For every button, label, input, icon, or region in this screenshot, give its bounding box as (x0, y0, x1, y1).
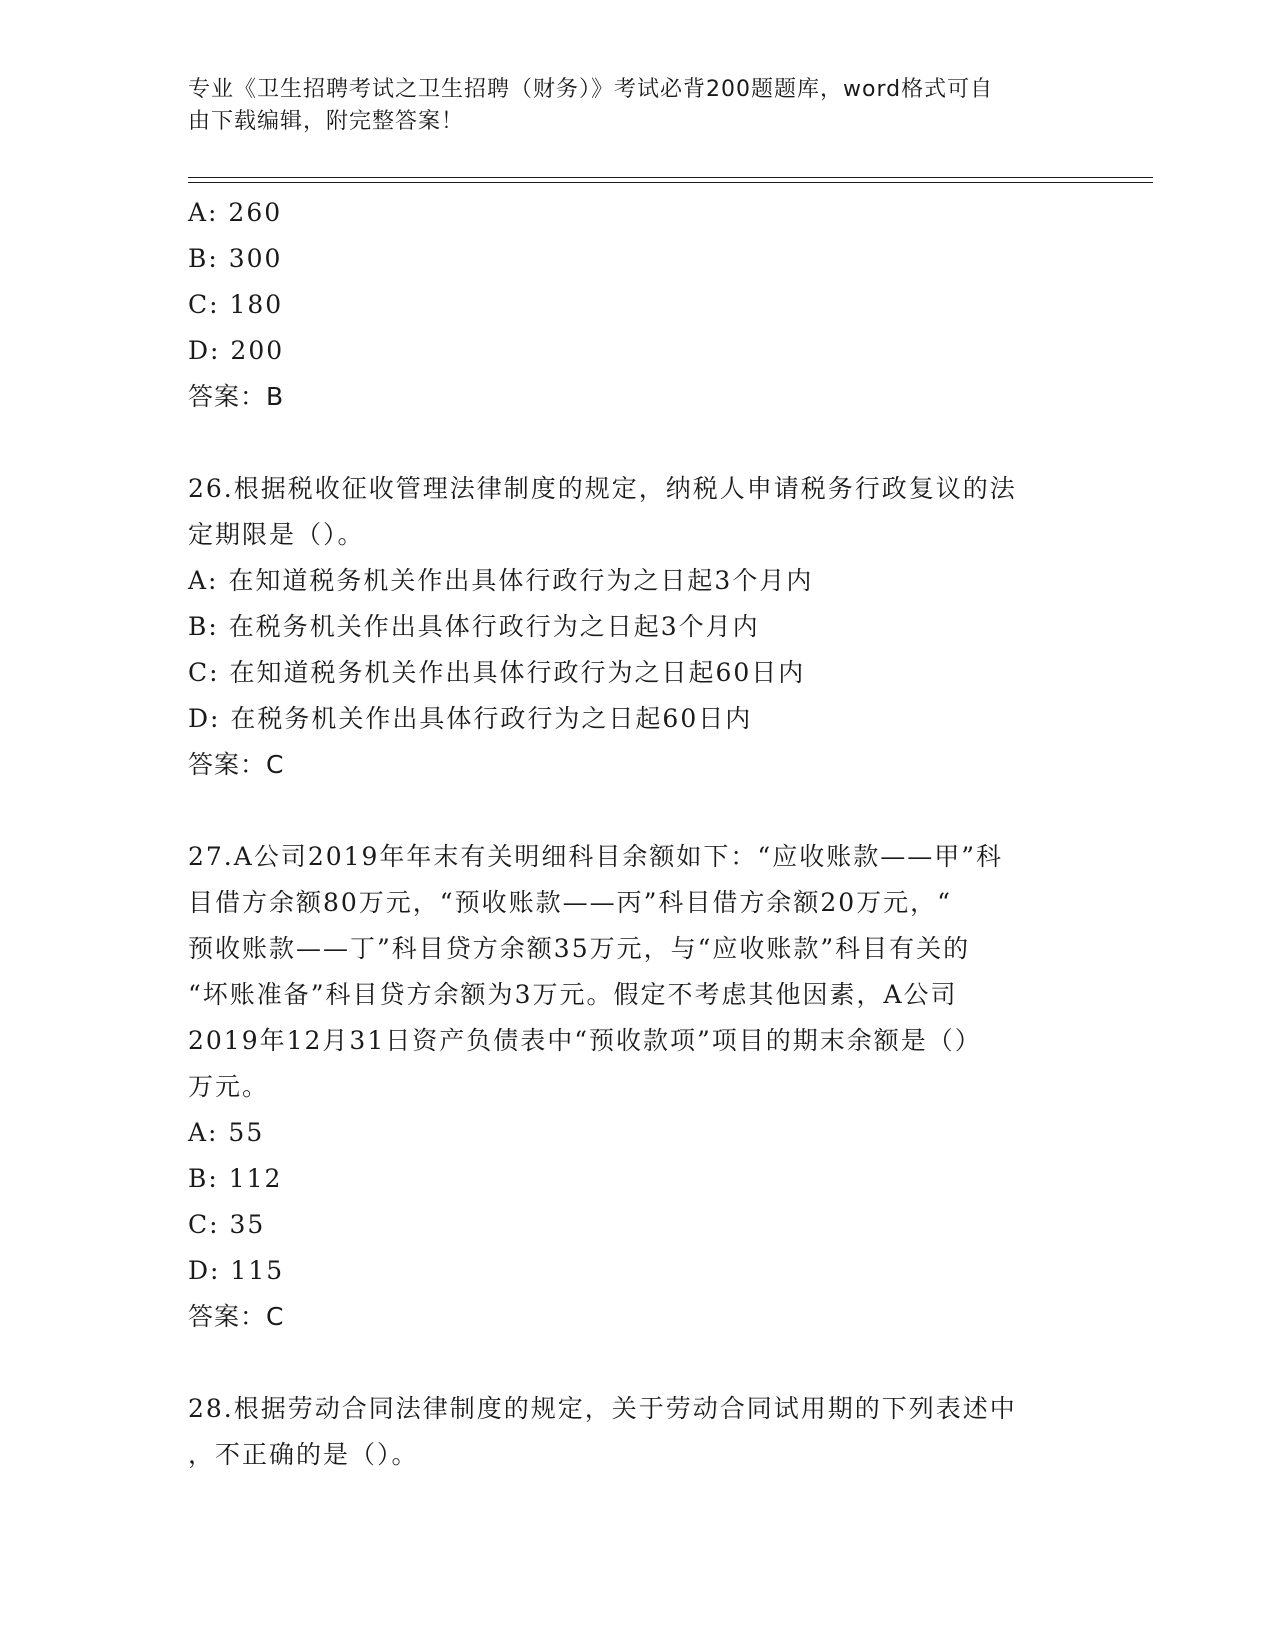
option-a: A: 在知道税务机关作出具体行政行为之日起3个月内 (188, 566, 814, 595)
question-stem-line: 目借方余额80万元，“预收账款——丙”科目借方余额20万元，“ (188, 888, 952, 917)
spacer (188, 788, 1088, 834)
option-a: A: 55 (188, 1118, 265, 1147)
option-c: C: 在知道税务机关作出具体行政行为之日起60日内 (188, 658, 806, 687)
header-divider-top (188, 177, 1153, 178)
question-28 (188, 1386, 1088, 1478)
option-b: B: 112 (188, 1164, 283, 1193)
document-header (188, 74, 1068, 138)
option-d: D: 115 (188, 1256, 285, 1285)
question-list (188, 190, 1088, 1478)
answer: 答案：C (188, 750, 285, 779)
spacer (188, 1340, 1088, 1386)
option-b: B: 300 (188, 244, 283, 273)
option-d: D: 200 (188, 336, 285, 365)
question-27 (188, 834, 1088, 1340)
spacer (188, 420, 1088, 466)
question-25 (188, 190, 1088, 420)
question-stem-line: 万元。 (188, 1072, 270, 1101)
header-line-1: 专业《卫生招聘考试之卫生招聘（财务）》考试必背200题题库，word格式可自 (188, 77, 994, 102)
option-a: A: 260 (188, 198, 283, 227)
option-c: C: 35 (188, 1210, 266, 1239)
question-stem-line: 26.根据税收征收管理法律制度的规定，纳税人申请税务行政复议的法 (188, 474, 1017, 503)
answer: 答案：C (188, 1302, 285, 1331)
option-d: D: 在税务机关作出具体行政行为之日起60日内 (188, 704, 753, 733)
option-c: C: 180 (188, 290, 284, 319)
question-stem-line: “坏账准备”科目贷方余额为3万元。假定不考虑其他因素，A公司 (188, 980, 958, 1009)
question-stem-line: 定期限是（）。 (188, 520, 365, 549)
question-stem-line: 28.根据劳动合同法律制度的规定，关于劳动合同试用期的下列表述中 (188, 1394, 1017, 1423)
question-stem-line: ，不正确的是（）。 (188, 1440, 419, 1469)
question-stem-line: 预收账款——丁”科目贷方余额35万元，与“应收账款”科目有关的 (188, 934, 971, 963)
header-line-2: 由下载编辑，附完整答案！ (188, 109, 465, 134)
question-stem-line: 2019年12月31日资产负债表中“预收款项”项目的期末余额是（） (188, 1026, 982, 1055)
answer: 答案：B (188, 382, 285, 411)
header-divider-bottom (188, 182, 1153, 183)
question-26 (188, 466, 1088, 788)
option-b: B: 在税务机关作出具体行政行为之日起3个月内 (188, 612, 760, 641)
question-stem-line: 27.A公司2019年年末有关明细科目余额如下：“应收账款——甲”科 (188, 842, 1003, 871)
